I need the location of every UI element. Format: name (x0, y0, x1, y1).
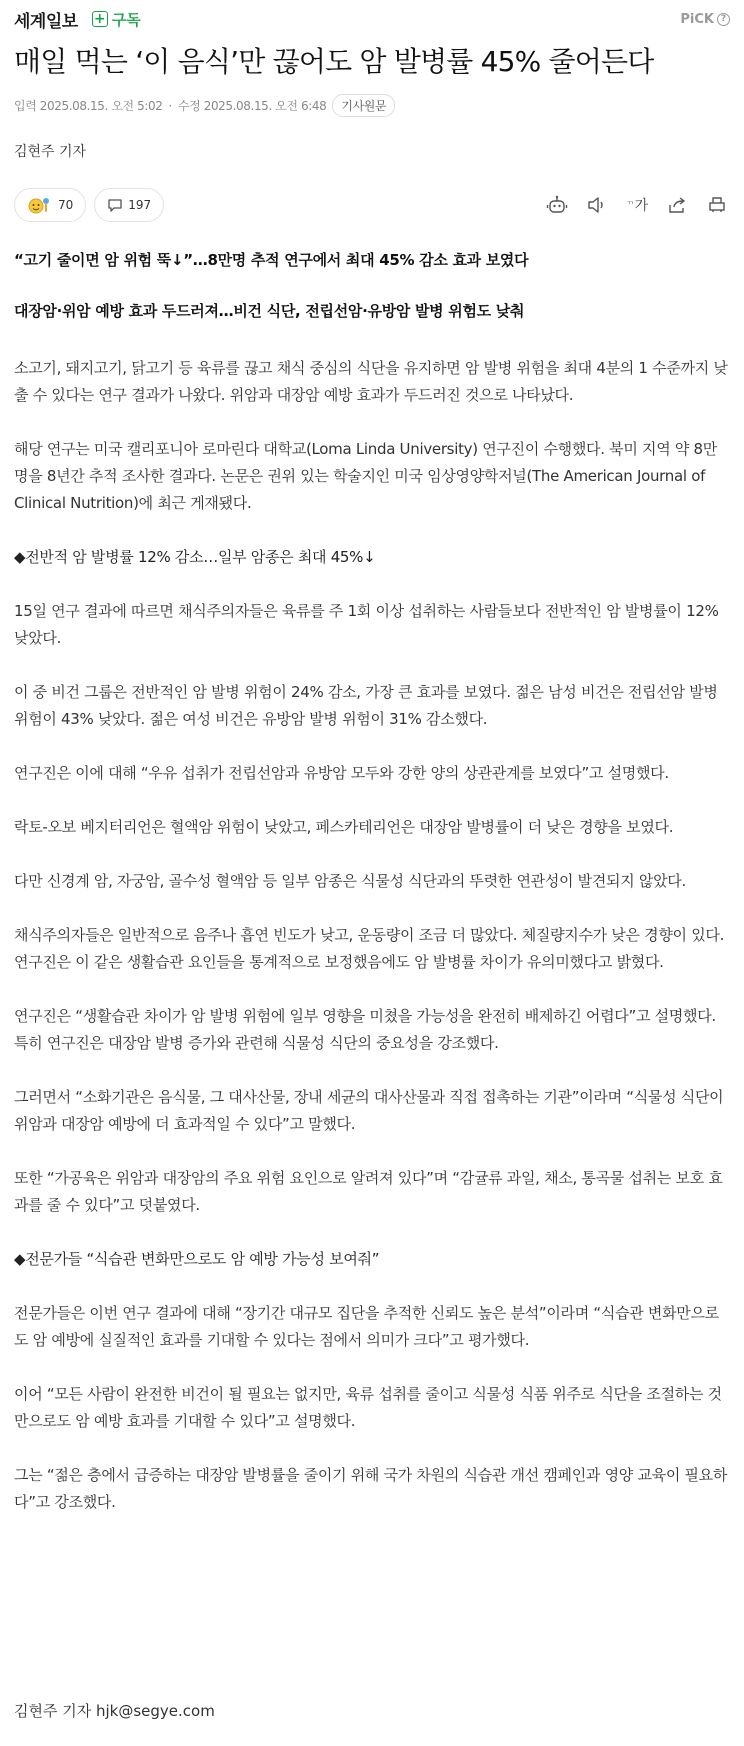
article-toolbar (14, 187, 730, 223)
reaction-button[interactable] (14, 188, 86, 222)
byline[interactable]: 김현주 기자 (14, 144, 87, 160)
listen-button[interactable] (586, 194, 608, 216)
article-subhead: “고기 줄이면 암 위험 뚝↓”…8만명 추적 연구에서 최대 45% 감소 효과 보였다 (14, 251, 529, 269)
summary-bot-button[interactable] (546, 194, 568, 216)
article-paragraph: 이어 “모든 사람이 완전한 비건이 될 필요는 없지만, 육류 섭취를 줄이고 식물성 식품 위주로 식단을 조절하는 것만으로도 암 예방 효과를 기대할 수 있다”고 설명했다. (14, 1385, 722, 1430)
article-headline: 매일 먹는 ‘이 음식’만 끊어도 암 발병률 45% 줄어든다 (14, 45, 654, 78)
reporter-signature: 김현주 기자 hjk@segye.com (14, 1702, 215, 1720)
pick-label: PiCK (680, 11, 714, 27)
subscribe-button[interactable] (92, 9, 141, 30)
meta-separator: · (168, 98, 172, 113)
modified-time: 수정 2025.08.15. 오전 6:48 (177, 99, 327, 113)
article-subhead: 대장암·위암 예방 효과 두드러져…비건 식단, 전립선암·유방암 발병 위험도 낮춰 (14, 302, 525, 320)
article-paragraph: 그러면서 “소화기관은 음식물, 그 대사산물, 장내 세균의 대사산물과 직접 접촉하는 기관”이라며 “식물성 식단이 위암과 대장암 예방에 더 효과적일 수 있다”고 말했다. (14, 1088, 724, 1133)
article-paragraph: 다만 신경계 암, 자궁암, 골수성 혈액암 등 일부 암종은 식물성 식단과의 뚜렷한 연관성이 발견되지 않았다. (14, 872, 686, 890)
article-paragraph: 연구진은 “생활습관 차이가 암 발병 위험에 일부 영향을 미쳤을 가능성을 완전히 배제하긴 어렵다”고 설명했다. 특히 연구진은 대장암 발병 증가와 관련해 식물성 식단의 중요성을 강조했다. (14, 1007, 716, 1052)
reaction-emoji-icon (27, 195, 53, 215)
font-size-label: 가 (634, 198, 649, 214)
article-paragraph: 해당 연구는 미국 캘리포니아 로마린다 대학교(Loma Linda University) 연구진이 수행했다. 북미 지역 약 8만명을 8년간 추적 조사한 결과다. 논문은 권위 있는 학술지인 미국 임상영양학저널(The American Journal of Clinical Nutrition)에 최근 게재됐다. (14, 440, 717, 512)
article-meta (14, 94, 730, 117)
published-time: 입력 2025.08.15. 오전 5:02 (14, 99, 163, 113)
font-size-icon: ᄁ (625, 201, 635, 212)
top-bar (14, 0, 730, 38)
article-paragraph: 이 중 비건 그룹은 전반적인 암 발병 위험이 24% 감소, 가장 큰 효과를 보였다. 젊은 남성 비건은 전립선암 발병 위험이 43% 낮았다. 젊은 여성 비건은 유방암 발병 위험이 31% 감소했다. (14, 683, 718, 728)
article-paragraph: 또한 “가공육은 위암과 대장암의 주요 위험 요인으로 알려져 있다”며 “감귤류 과일, 채소, 통곡물 섭취는 보호 효과를 줄 수 있다”고 덧붙였다. (14, 1169, 723, 1214)
article-body (14, 247, 730, 1516)
print-button[interactable] (706, 194, 728, 216)
article-paragraph: 락토-오보 베지터리언은 혈액암 위험이 낮았고, 페스카테리언은 대장암 발병률이 더 낮은 경향을 보였다. (14, 818, 674, 836)
share-button[interactable] (666, 194, 688, 216)
comment-icon (107, 197, 123, 213)
reaction-group (14, 188, 164, 222)
tool-icons (546, 194, 730, 216)
brand-area (14, 7, 141, 32)
share-icon (667, 196, 687, 214)
section-heading: ◆전문가들 “식습관 변화만으로도 암 예방 가능성 보여줘” (14, 1250, 380, 1268)
section-heading: ◆전반적 암 발병률 12% 감소…일부 암종은 최대 45%↓ (14, 548, 376, 566)
comment-count: 197 (128, 198, 152, 212)
press-logo[interactable]: 세계일보 (14, 11, 78, 32)
robot-icon (546, 195, 568, 215)
pick-badge[interactable] (680, 12, 730, 27)
speaker-icon (587, 196, 607, 214)
article-paragraph: 소고기, 돼지고기, 닭고기 등 육류를 끊고 채식 중심의 식단을 유지하면 암 발병 위험을 최대 4분의 1 수준까지 낮출 수 있다는 연구 결과가 나왔다. 위암과 대장암 예방 효과가 두드러진 것으로 나타났다. (14, 359, 728, 404)
article-paragraph: 연구진은 이에 대해 “우유 섭취가 전립선암과 유방암 모두와 강한 양의 상관관계를 보였다”고 설명했다. (14, 764, 669, 782)
article-paragraph: 그는 “젊은 층에서 급증하는 대장암 발병률을 줄이기 위해 국가 차원의 식습관 개선 캠페인과 영양 교육이 필요하다”고 강조했다. (14, 1466, 728, 1511)
article-paragraph: 15일 연구 결과에 따르면 채식주의자들은 육류를 주 1회 이상 섭취하는 사람들보다 전반적인 암 발병률이 12% 낮았다. (14, 602, 719, 647)
font-size-button[interactable] (626, 194, 648, 216)
comment-button[interactable] (94, 188, 164, 222)
article-paragraph: 채식주의자들은 일반적으로 음주나 흡연 빈도가 낮고, 운동량이 조금 더 많았다. 체질량지수가 낮은 경향이 있다. 연구진은 이 같은 생활습관 요인들을 통계적으로 보정했음에도 암 발병률 차이가 유의미했다고 밝혔다. (14, 926, 725, 971)
help-icon[interactable]: ? (717, 13, 730, 26)
subscribe-label: 구독 (111, 10, 141, 29)
original-article-button[interactable]: 기사원문 (332, 94, 395, 117)
article-paragraph: 전문가들은 이번 연구 결과에 대해 “장기간 대규모 집단을 추적한 신뢰도 높은 분석”이라며 “식습관 변화만으로도 암 예방에 실질적인 효과를 기대할 수 있다는 점에서 의미가 크다”고 평가했다. (14, 1304, 719, 1349)
print-icon (708, 196, 726, 214)
reaction-count: 70 (58, 198, 74, 212)
plus-icon: + (92, 11, 108, 27)
